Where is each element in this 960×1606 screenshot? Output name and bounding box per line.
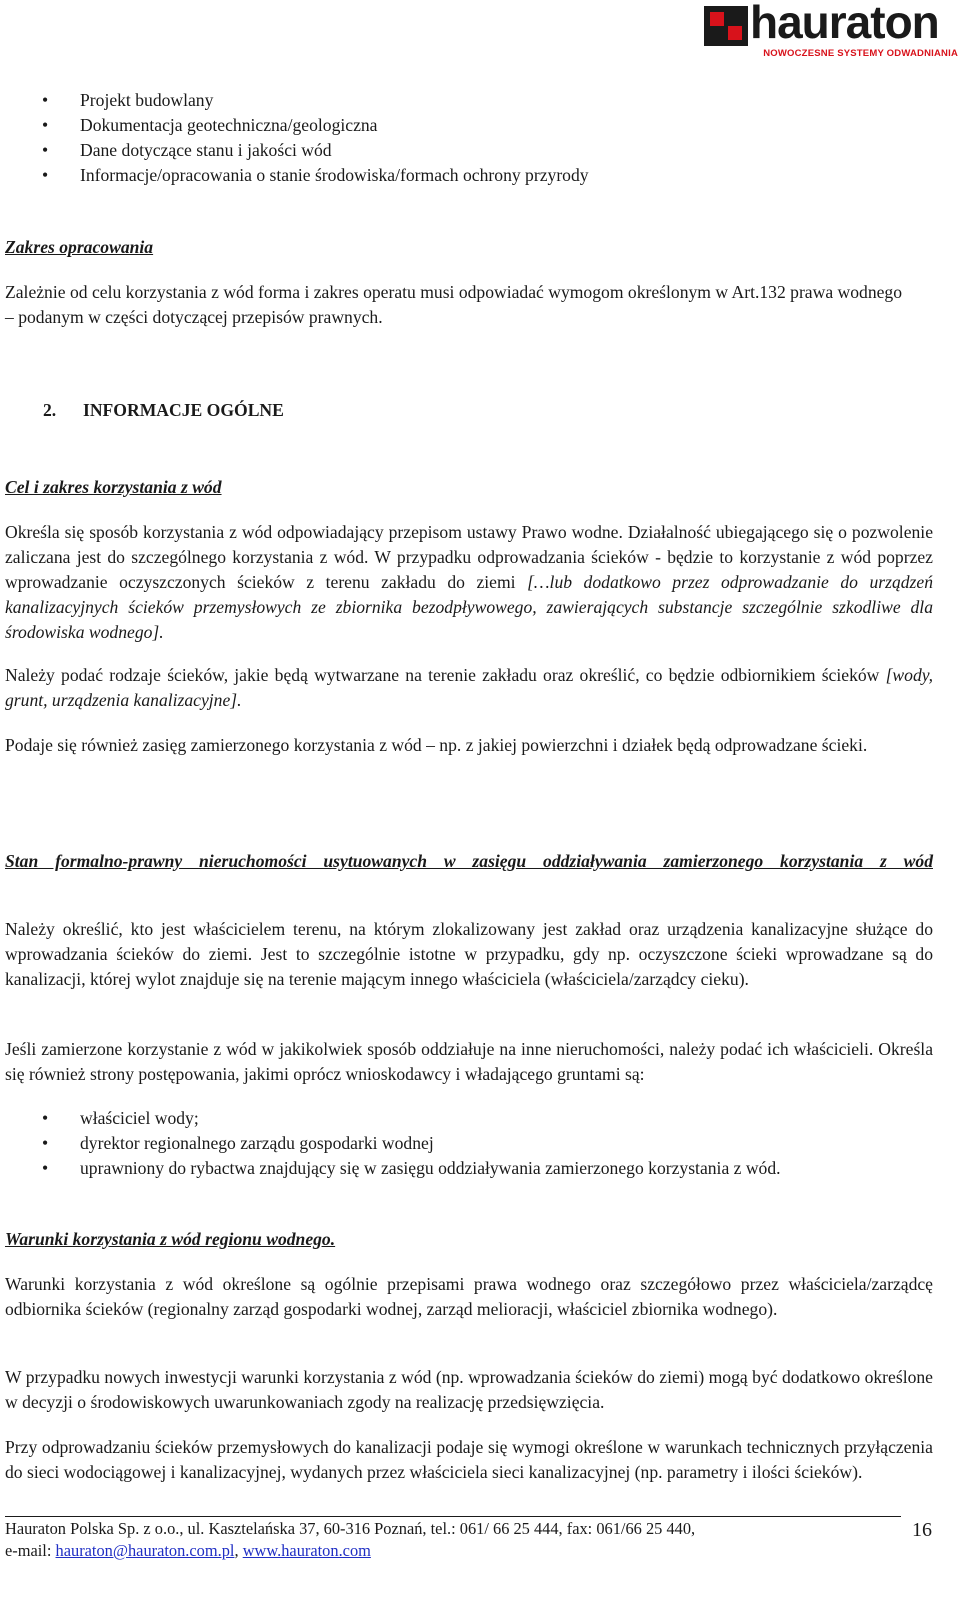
list-item: • dyrektor regionalnego zarządu gospodarki wodnej	[0, 1131, 781, 1156]
heading-stan: Stan formalno-prawny nieruchomości usytuowanych w zasięgu oddziaływania zamierzonego korzystania z wód	[5, 851, 933, 871]
list-item: • właściciel wody;	[0, 1106, 781, 1131]
logo-tagline: NOWOCZESNE SYSTEMY ODWADNIANIA	[763, 48, 958, 59]
hauraton-logo	[704, 0, 958, 60]
list-item: • Projekt budowlany	[0, 88, 589, 113]
email-link[interactable]: hauraton@hauraton.com.pl	[55, 1541, 235, 1560]
footer-address: Hauraton Polska Sp. z o.o., ul. Kasztelańska 37, 60-316 Poznań, tel.: 061/ 66 25 444, fax: 061/66 25 440,	[5, 1519, 696, 1538]
paragraph-zakres: Zależnie od celu korzystania z wód forma i zakres operatu musi odpowiadać wymogom określonym w Art.132 prawa wodnego – podanym w części dotyczącej przepisów prawnych.	[5, 282, 903, 327]
section-number: 2.	[43, 400, 57, 420]
heading-warunki: Warunki korzystania z wód regionu wodnego.	[5, 1229, 336, 1249]
paragraph-stan-1: Należy określić, kto jest właścicielem terenu, na którym zlokalizowany jest zakład oraz urządzenia kanalizacyjne służące do wprowadzania ścieków do ziemi. Jest to szczególnie istotne w przypadku, gdy np. oczyszczone ścieki wprowadzane są do kanalizacji, której wylot znajduje się na terenie mającym innego właściciela (właściciela/zarządcy cieku).	[5, 919, 933, 989]
bullet-icon: •	[42, 1158, 49, 1178]
list-item: • Dokumentacja geotechniczna/geologiczna	[0, 113, 589, 138]
paragraph-stan-2: Jeśli zamierzone korzystanie z wód w jakikolwiek sposób oddziałuje na inne nieruchomości, należy podać ich właścicieli. Określa się również strony postępowania, jakimi oprócz wnioskodawcy i władającego gruntami są:	[5, 1039, 933, 1084]
footer-contact: e-mail: hauraton@hauraton.com.pl, www.hauraton.com	[5, 1541, 371, 1560]
footer	[5, 1518, 695, 1562]
logo-wordmark: hauraton	[750, 0, 939, 48]
section-title	[43, 398, 284, 423]
bullet-icon: •	[42, 90, 49, 110]
paragraph-warunki-3: Przy odprowadzaniu ścieków przemysłowych do kanalizacji podaje się wymogi określone w warunkach technicznych przyłączenia do sieci wodociągowej i kanalizacyjnej, wydanych przez właściciela sieci kanalizacyjnej (np. parametry i ilości ścieków).	[5, 1437, 933, 1482]
paragraph-cel-3: Podaje się również zasięg zamierzonego korzystania z wód – np. z jakiej powierzchni i działek będą odprowadzane ścieki.	[5, 735, 868, 755]
bullet-icon: •	[42, 165, 49, 185]
list-item: • uprawniony do rybactwa znajdujący się w zasięgu oddziaływania zamierzonego korzystania z wód.	[0, 1156, 781, 1181]
heading-cel: Cel i zakres korzystania z wód	[5, 477, 222, 497]
bullet-icon: •	[42, 1108, 49, 1128]
heading-zakres: Zakres opracowania	[5, 237, 154, 257]
bullet-icon: •	[42, 140, 49, 160]
paragraph-cel-2: Należy podać rodzaje ścieków, jakie będą wytwarzane na terenie zakładu oraz określić, co będzie odbiornikiem ścieków [wody, grunt, urządzenia kanalizacyjne].	[5, 665, 933, 710]
bullet-icon: •	[42, 115, 49, 135]
website-link[interactable]: www.hauraton.com	[242, 1541, 371, 1560]
parties-list	[0, 1106, 781, 1181]
document-list	[0, 88, 589, 188]
paragraph-warunki-2: W przypadku nowych inwestycji warunki korzystania z wód (np. wprowadzania ścieków do ziemi) mogą być dodatkowo określone w decyzji o środowiskowych uwarunkowaniach zgody na realizację przedsięwzięcia.	[5, 1367, 933, 1412]
footer-divider	[5, 1516, 901, 1517]
list-item: • Dane dotyczące stanu i jakości wód	[0, 138, 589, 163]
logo-mark-icon	[704, 6, 748, 46]
paragraph-cel-1: Określa się sposób korzystania z wód odpowiadający przepisom ustawy Prawo wodne. Działalność ubiegającego się o pozwolenie zaliczana jest do szczególnego korzystania z wód. W przypadku odprowadzania ścieków - będzie to korzystanie z wód poprzez wprowadzanie oczyszczonych ścieków z terenu zakładu do ziemi […lub dodatkowo przez odprowadzanie do urządzeń kanalizacyjnych ścieków przemysłowych ze zbiornika bezodpływowego, zawierających substancje szczególnie szkodliwe dla środowiska wodnego].	[5, 522, 933, 642]
section-title-text: INFORMACJE OGÓLNE	[83, 400, 284, 420]
bullet-icon: •	[42, 1133, 49, 1153]
page-number: 16	[912, 1519, 932, 1541]
paragraph-warunki-1: Warunki korzystania z wód określone są ogólnie przepisami prawa wodnego oraz szczegółowo przez właściciela/zarządcę odbiornika ścieków (regionalny zarząd gospodarki wodnej, zarząd melioracji, właściciel zbiornika wodnego).	[5, 1274, 933, 1319]
list-item: • Informacje/opracowania o stanie środowiska/formach ochrony przyrody	[0, 163, 589, 188]
